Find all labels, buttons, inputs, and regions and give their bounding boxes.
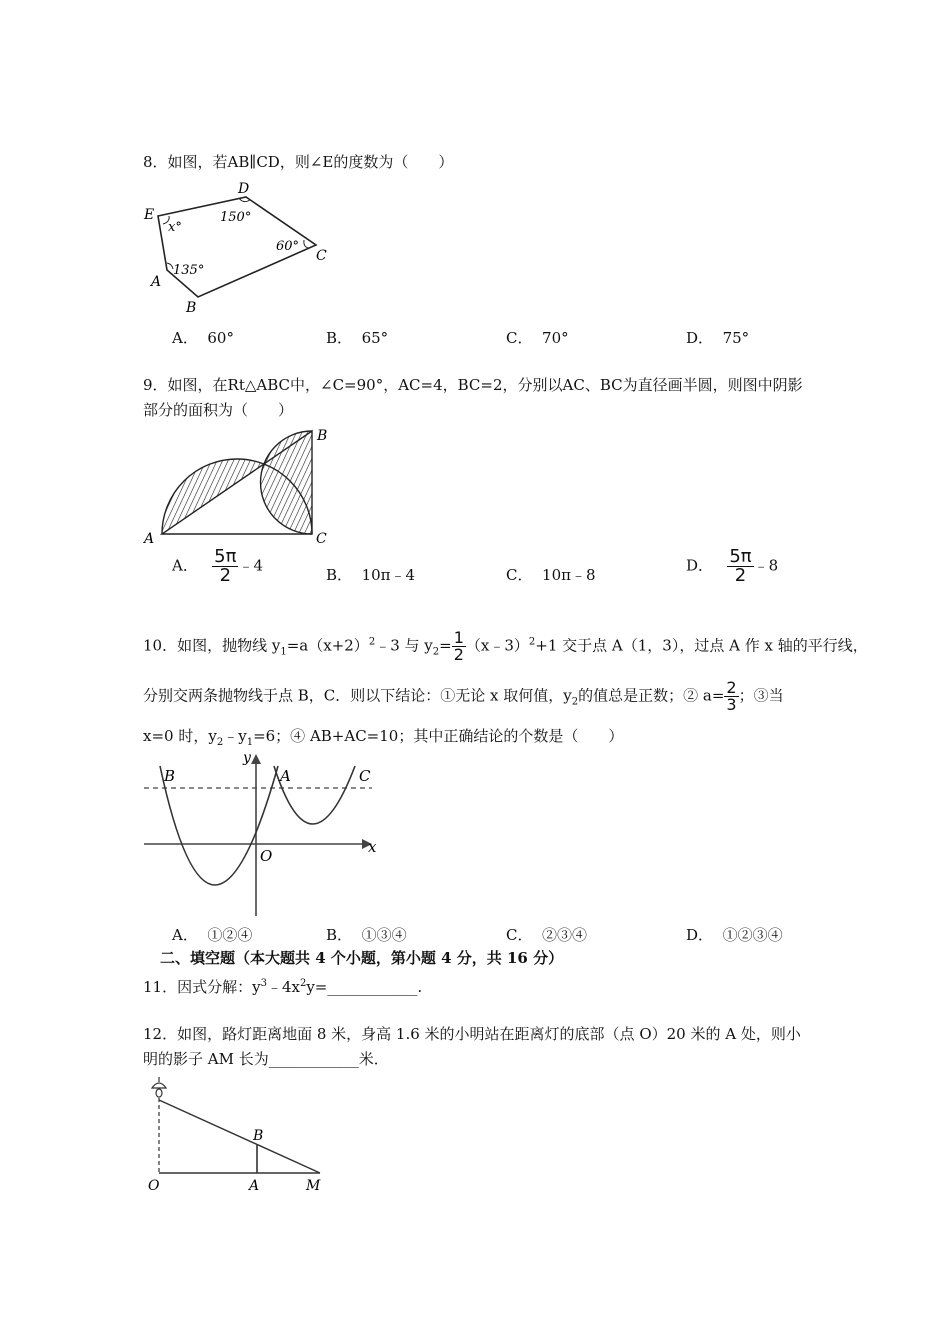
label-e: E	[144, 207, 155, 223]
label-b: B	[317, 428, 328, 444]
label-angle-60: 60°	[276, 239, 300, 254]
q9-stem-line1: 9．如图，在Rt△ABC中，∠C=90°，AC=4，BC=2，分别以AC、BC为直径画半圆，则图中阴影	[143, 376, 803, 394]
q10-option-b: B． ①③④	[326, 926, 407, 944]
label-b: B	[253, 1128, 264, 1144]
q10-stem-line2: 分别交两条抛物线于点 B，C．则以下结论：①无论 x 取何值，$y_2$的值总是正数；② a= $\frac{2}{3}$ ；③当	[143, 678, 784, 714]
label-o: O	[260, 847, 273, 865]
label-b: B	[164, 767, 176, 785]
label-a: A	[280, 767, 291, 785]
label-d: D	[238, 181, 250, 197]
q11-stem: 11．因式分解：$y^3﹣4x^2y=\_\_\_\_\_\_\_\_\_\_\_\_$.	[143, 978, 423, 996]
label-b: B	[186, 300, 197, 316]
q9-stem-line2: 部分的面积为（ ）	[143, 401, 294, 419]
q10-option-a: A． ①②④	[172, 926, 253, 944]
q10-option-c: C． ②③④	[506, 926, 588, 944]
label-c: C	[359, 767, 371, 785]
label-y: y	[243, 750, 251, 766]
q12-blank[interactable]: ____________	[268, 1050, 359, 1068]
label-angle-150: 150°	[220, 210, 252, 225]
q10-stem-line1: 10．如图，抛物线 $y_1=a(x+2)^2﹣3$ 与 $y_2=$ $\frac{1}{2}$ （x﹣3）$^2$+1 交于点 A（1，3），过点 A 作 x 轴的平行线，	[143, 628, 868, 664]
q8-figure	[140, 178, 340, 318]
section-title: 二、填空题（本大题共 4 个小题，第小题 4 分，共 16 分）	[160, 949, 564, 967]
q8-option-d: D． 75°	[686, 329, 750, 347]
label-a: A	[144, 531, 155, 547]
label-o: O	[148, 1178, 160, 1194]
label-angle-135: 135°	[173, 263, 205, 278]
q8-option-c: C． 70°	[506, 329, 569, 347]
q12-stem-line1: 12．如图，路灯距离地面 8 米，身高 1.6 米的小明站在距离灯的底部（点 O）20 米的 A 处，则小	[143, 1025, 801, 1043]
q8-option-a: A． 60°	[172, 329, 234, 347]
label-m: M	[306, 1178, 321, 1194]
q8-stem: 8．如图，若AB∥CD，则∠E的度数为（ ）	[143, 153, 454, 171]
label-c: C	[316, 531, 327, 547]
label-c: C	[316, 248, 327, 264]
q9-option-c: C． 10π﹣8	[506, 566, 596, 584]
q10-figure	[140, 748, 385, 920]
q9-option-a: A． $\frac{5\pi}{2}$ ﹣4	[172, 546, 263, 586]
q10-option-d: D． ①②③④	[686, 926, 783, 944]
q9-figure	[140, 424, 340, 548]
q10-stem-line3: x=0 时，$y_2﹣y_1=6$；④ AB+AC=10；其中正确结论的个数是（ ）	[143, 727, 624, 748]
q9-option-b: B． 10π﹣4	[326, 566, 416, 584]
q8-option-b: B． 65°	[326, 329, 389, 347]
label-a: A	[249, 1178, 260, 1194]
q11-blank[interactable]: ____________	[327, 978, 418, 996]
lamp-icon	[152, 1077, 166, 1097]
label-a: A	[151, 274, 162, 290]
q12-stem-line2: 明的影子 AM 长为____________米．	[143, 1050, 389, 1068]
q12-figure	[140, 1076, 340, 1200]
q9-option-d: D． $\frac{5\pi}{2}$ ﹣8	[686, 546, 779, 586]
label-x: x	[368, 838, 377, 856]
label-angle-x: x°	[168, 220, 182, 235]
